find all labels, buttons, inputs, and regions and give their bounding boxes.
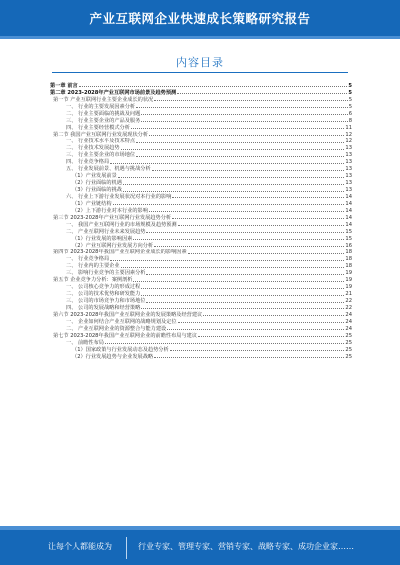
toc-leader-dots (149, 211, 344, 212)
toc-entry[interactable] (50, 110, 352, 117)
toc-entry[interactable] (50, 332, 352, 339)
toc-leader-dots (178, 322, 345, 323)
toc-page-number: 22 (345, 298, 352, 304)
toc-title: 内容目录 (176, 56, 224, 69)
toc-leader-dots (146, 274, 344, 275)
toc-entry-text: 一、 行业技术水平及技术特点 (66, 138, 136, 145)
toc-entry-text: 三、 行业主要企业的产品及服务 (66, 117, 141, 124)
toc-page-number: 24 (345, 325, 352, 332)
toc-entry[interactable] (50, 290, 352, 297)
toc-page-number: 5 (348, 82, 352, 89)
toc-entry-text: （1）国家政策与行业发展动态及趋势分析 (72, 346, 169, 353)
toc-page-number: 13 (345, 159, 352, 166)
toc-leader-dots (123, 184, 344, 185)
toc-entry[interactable] (50, 353, 352, 360)
toc-leader-dots (141, 288, 344, 289)
toc-leader-dots (178, 225, 345, 226)
toc-entry-text: 三、 影响行业竞争的主要因素分析 (66, 270, 146, 277)
toc-entry[interactable] (50, 228, 352, 235)
toc-page-number: 22 (345, 304, 352, 311)
toc-entry-text: （3）行业面临的挑战 (72, 187, 122, 193)
toc-page-number: 25 (345, 346, 352, 353)
toc-page-number: 15 (345, 228, 352, 235)
toc-entry[interactable] (50, 131, 352, 138)
toc-page-number: 18 (345, 256, 352, 263)
table-of-contents (50, 82, 352, 360)
toc-entry-text: （2）行业面临的机遇 (72, 180, 122, 187)
toc-entry-text: 二、 产业互联网企业的资源整合与能力建设 (66, 325, 167, 332)
toc-leader-dots (121, 267, 345, 268)
toc-entry[interactable] (50, 200, 352, 207)
toc-entry[interactable] (50, 297, 352, 304)
toc-entry-text: 三、 行业主要企业的市场地位 (66, 152, 136, 159)
toc-entry[interactable] (50, 158, 352, 165)
toc-page-number: 8 (348, 117, 352, 124)
toc-entry-text: 第三节 2023-2028年产业互联网行业发展趋势分析 (53, 214, 172, 221)
toc-leader-dots (198, 336, 344, 337)
footer-slogan-right: 行业专家、管理专家、营销专家、战略专家、成功企业家…… (138, 542, 354, 551)
toc-page-number: 5 (348, 89, 352, 96)
toc-page-number: 25 (345, 332, 352, 339)
toc-entry[interactable] (50, 249, 352, 256)
toc-leader-dots (110, 163, 344, 164)
toc-entry-text: 一、 我国产业互联网行业的市场规模及趋势预测 (66, 221, 177, 228)
toc-entry-text: 第一章 前言 (50, 82, 78, 89)
toc-entry[interactable] (50, 172, 352, 179)
toc-page-number: 18 (345, 263, 352, 270)
toc-entry[interactable] (50, 235, 352, 242)
report-header (0, 0, 400, 36)
toc-page-number: 11 (345, 124, 352, 131)
toc-page-number: 15 (345, 235, 352, 242)
toc-entry-text: 二、 行业内的主要企业 (66, 263, 120, 270)
toc-entry[interactable] (50, 339, 352, 346)
toc-entry[interactable] (50, 89, 352, 96)
toc-entry[interactable] (50, 179, 352, 186)
toc-page-number: 13 (345, 145, 352, 152)
toc-page-number: 14 (345, 207, 352, 214)
toc-entry-text: 二、 公司的技术优势和研发能力 (66, 291, 141, 298)
toc-page-number: 25 (345, 339, 352, 346)
toc-page-number: 13 (345, 173, 352, 180)
toc-leader-dots (170, 350, 345, 351)
toc-entry-text: 二、 产业互联网行业未来发展趋势 (66, 228, 146, 235)
toc-entry[interactable] (50, 346, 352, 353)
toc-leader-dots (133, 281, 344, 282)
toc-page-number: 5 (348, 96, 352, 103)
toc-leader-dots (203, 315, 344, 316)
toc-page-number: 21 (345, 291, 352, 298)
toc-page-number: 18 (345, 249, 352, 256)
toc-entry[interactable] (50, 221, 352, 228)
toc-page-number: 14 (345, 214, 352, 221)
toc-entry[interactable] (50, 325, 352, 332)
toc-page-number: 14 (345, 221, 352, 228)
toc-entry-text: 一、 行业的主要发展因素分析 (66, 103, 136, 110)
toc-entry-text: 四、 行业主要经营模式分析 (66, 124, 130, 131)
toc-entry[interactable] (50, 186, 352, 193)
toc-entry[interactable] (50, 269, 352, 276)
toc-page-number: 14 (345, 200, 352, 207)
toc-entry[interactable] (50, 144, 352, 151)
toc-entry[interactable] (50, 255, 352, 262)
toc-entry[interactable] (50, 207, 352, 214)
toc-title-divider (52, 72, 348, 73)
toc-entry-text: 第二节 我国产业互联网行业发展现状分析 (53, 131, 149, 138)
toc-entry[interactable] (50, 103, 352, 110)
toc-page-number: 19 (345, 284, 352, 291)
toc-entry[interactable] (50, 276, 352, 283)
toc-leader-dots (136, 107, 348, 108)
toc-entry[interactable] (50, 117, 352, 124)
toc-entry-text: 第四节 2023-2028年我国产业互联网企业成长的影响因素 (53, 249, 187, 256)
toc-entry[interactable] (50, 242, 352, 249)
toc-entry-text: 四、 行业竞争格局 (66, 159, 110, 166)
toc-leader-dots (118, 177, 345, 178)
toc-page-number: 14 (345, 193, 352, 200)
toc-entry-text: 三、 公司的市场竞争力和市场地位 (66, 298, 146, 304)
toc-page-number: 12 (345, 131, 352, 138)
toc-entry[interactable] (50, 214, 352, 221)
header-accent-band (0, 36, 400, 39)
toc-entry-text: 二、 行业主要面临的挑战及问题 (66, 110, 141, 117)
toc-page-number: 13 (345, 180, 352, 187)
toc-entry[interactable] (50, 311, 352, 318)
toc-entry-text: 一、 企业如何结合产业互联网的战略规划及定位 (66, 318, 177, 325)
toc-leader-dots (136, 156, 344, 157)
toc-leader-dots (177, 93, 347, 94)
toc-leader-dots (105, 343, 344, 344)
toc-entry-text: 一、 前瞻性布局 (66, 339, 104, 346)
toc-page-number: 13 (345, 166, 352, 173)
toc-entry[interactable] (50, 262, 352, 269)
toc-page-number: 19 (345, 270, 352, 277)
toc-leader-dots (172, 218, 344, 219)
toc-entry-text: 一、 公司核心竞争力的形成过程 (66, 284, 141, 291)
toc-leader-dots (146, 302, 344, 303)
toc-entry[interactable] (50, 283, 352, 290)
report-title: 产业互联网企业快速成长策略研究报告 (89, 11, 311, 26)
toc-entry-text: （2）上下游行业对本行业的影响 (72, 207, 148, 214)
toc-leader-dots (188, 253, 345, 254)
toc-leader-dots (154, 100, 347, 101)
toc-leader-dots (133, 239, 344, 240)
toc-entry-text: （2）产业互联网行业发展方向分析 (72, 242, 154, 249)
toc-leader-dots (154, 246, 344, 247)
footer-divider (126, 537, 127, 559)
toc-leader-dots (154, 357, 344, 358)
toc-page-number: 6 (348, 110, 352, 117)
toc-entry[interactable] (50, 193, 352, 200)
toc-entry[interactable] (50, 304, 352, 311)
toc-entry[interactable] (50, 165, 352, 172)
toc-entry-text: 四、 公司的发展战略和经营策略 (66, 304, 141, 311)
toc-entry-text: 第二章 2023-2028年产业互联网市场前景及趋势预测 (50, 89, 177, 96)
toc-page-number: 16 (345, 242, 352, 249)
toc-entry-text: （2）行业发展趋势与企业发展战略 (72, 353, 154, 360)
toc-page-number: 12 (345, 138, 352, 145)
toc-page-number: 19 (345, 277, 352, 284)
toc-leader-dots (131, 128, 344, 129)
toc-entry-text: 第一节 产业互联网行业主要企业成长的状况 (53, 96, 154, 103)
toc-entry[interactable] (50, 151, 352, 158)
toc-leader-dots (149, 135, 344, 136)
toc-page-number: 24 (345, 311, 352, 318)
toc-entry-text: 第六节 2023-2028年我国产业互联网企业的发展策略及经营建议 (53, 311, 203, 318)
toc-leader-dots (79, 86, 348, 87)
toc-page-number: 13 (345, 152, 352, 159)
toc-entry[interactable] (50, 96, 352, 103)
toc-leader-dots (121, 149, 345, 150)
toc-leader-dots (141, 295, 344, 296)
toc-entry-text: 第五节 企业竞争力分析：案例剖析 (53, 277, 133, 284)
toc-entry[interactable] (50, 318, 352, 325)
toc-entry[interactable] (50, 138, 352, 145)
toc-entry-text: 六、 行业上下游行业发展状况对本行业的影响 (66, 193, 172, 200)
footer-slogan-left: 让每个人都能成为 (48, 542, 112, 551)
toc-leader-dots (136, 142, 344, 143)
toc-leader-dots (152, 170, 345, 171)
toc-entry-text: （1）行业发展的影响因素 (72, 235, 133, 242)
toc-entry-text: 一、 行业竞争格局 (66, 256, 110, 263)
toc-leader-dots (141, 114, 347, 115)
toc-leader-dots (146, 232, 344, 233)
toc-entry-text: （1）产业链结构 (72, 200, 112, 207)
toc-entry-text: 五、 行业发展前景、机遇与挑战分析 (66, 166, 151, 173)
toc-entry[interactable] (50, 124, 352, 131)
toc-leader-dots (141, 308, 344, 309)
toc-leader-dots (172, 197, 344, 198)
toc-page-number: 5 (348, 103, 352, 110)
toc-page-number: 13 (345, 187, 352, 193)
toc-entry-text: （1）产业发展前景 (72, 173, 117, 180)
toc-entry-text: 第七节 2023-2028年我国产业互联网企业的前瞻性布局与建议 (53, 332, 198, 339)
toc-page-number: 24 (345, 318, 352, 325)
toc-entry-text: 二、 行业技术发展趋势 (66, 145, 120, 152)
toc-leader-dots (123, 191, 344, 192)
toc-leader-dots (167, 329, 344, 330)
toc-leader-dots (113, 204, 345, 205)
toc-entry[interactable] (50, 82, 352, 89)
toc-page-number: 25 (345, 353, 352, 360)
toc-leader-dots (110, 260, 344, 261)
toc-leader-dots (141, 121, 347, 122)
